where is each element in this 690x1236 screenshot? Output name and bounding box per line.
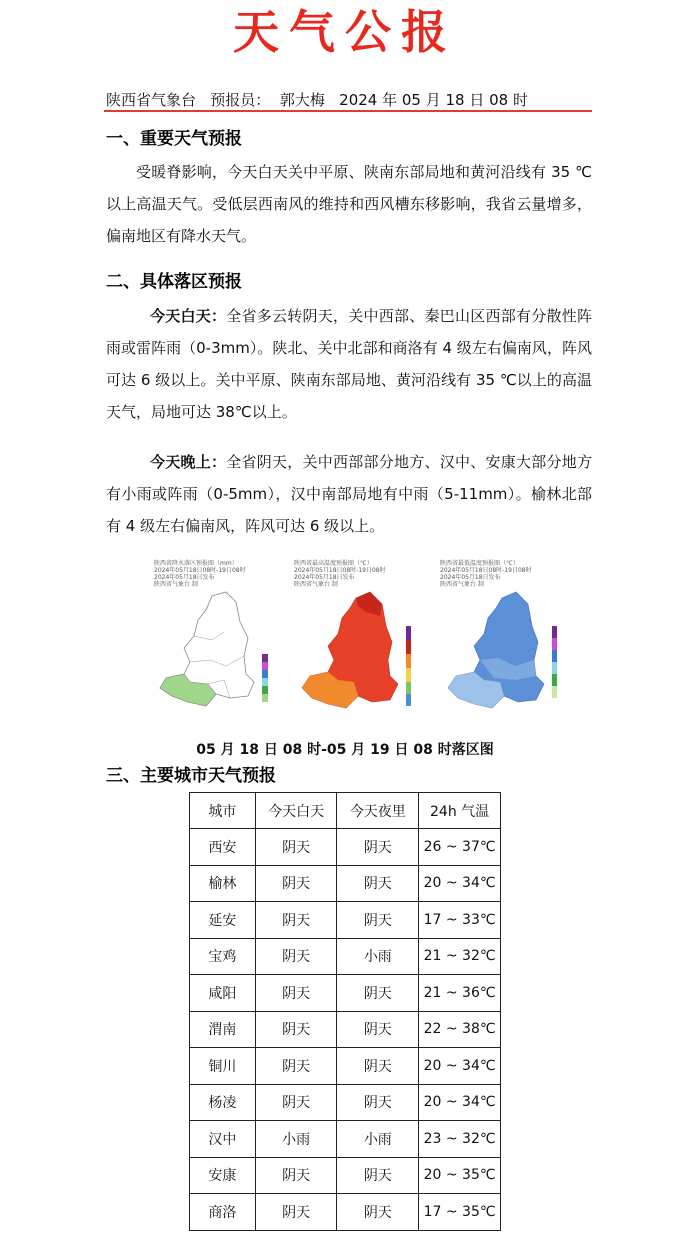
day-weather-cell: 阴天	[255, 829, 337, 866]
temperature-cell: 21 ~ 36℃	[419, 975, 501, 1012]
table-row	[190, 1157, 501, 1194]
temperature-cell: 17 ~ 35℃	[419, 1194, 501, 1231]
table-row	[190, 1084, 501, 1121]
night-weather-cell: 阴天	[337, 975, 419, 1012]
night-weather-cell: 阴天	[337, 1048, 419, 1085]
header-divider	[104, 110, 592, 112]
day-weather-cell: 阴天	[255, 1157, 337, 1194]
table-row	[190, 865, 501, 902]
night-weather-cell: 阴天	[337, 902, 419, 939]
city-cell: 铜川	[190, 1048, 256, 1085]
temperature-cell: 21 ~ 32℃	[419, 938, 501, 975]
temperature-cell: 22 ~ 38℃	[419, 1011, 501, 1048]
table-row	[190, 975, 501, 1012]
temperature-cell: 17 ~ 33℃	[419, 902, 501, 939]
column-header-temperature: 24h 气温	[419, 793, 501, 829]
temperature-cell: 23 ~ 32℃	[419, 1121, 501, 1158]
table-row	[190, 829, 501, 866]
document-title: 天气公报	[233, 5, 457, 59]
temperature-cell: 20 ~ 35℃	[419, 1157, 501, 1194]
precipitation-map-caption: 陕西省降水落区预报图（mm） 2024年05月18日08时-19日08时 2024年05月18日发布 陕西省气象台 制	[154, 560, 246, 588]
table-row	[190, 938, 501, 975]
night-weather-cell: 阴天	[337, 1011, 419, 1048]
city-cell: 咸阳	[190, 975, 256, 1012]
section-heading-cities: 三、主要城市天气预报	[106, 766, 276, 786]
night-weather-cell: 阴天	[337, 1157, 419, 1194]
night-weather-cell: 阴天	[337, 865, 419, 902]
city-cell: 杨凌	[190, 1084, 256, 1121]
night-weather-cell: 小雨	[337, 1121, 419, 1158]
city-forecast-table	[189, 792, 501, 1231]
city-cell: 宝鸡	[190, 938, 256, 975]
max-temperature-map	[290, 556, 422, 724]
night-weather-cell: 阴天	[337, 829, 419, 866]
day-weather-cell: 小雨	[255, 1121, 337, 1158]
city-cell: 安康	[190, 1157, 256, 1194]
day-weather-cell: 阴天	[255, 1048, 337, 1085]
table-row	[190, 1048, 501, 1085]
section-heading-important: 一、重要天气预报	[106, 129, 242, 149]
city-cell: 榆林	[190, 865, 256, 902]
city-cell: 汉中	[190, 1121, 256, 1158]
day-forecast-text: 全省多云转阴天，关中西部、秦巴山区西部有分散性阵雨或雷阵雨（0-3mm）。陕北、关中北部和商洛有 4 级左右偏南风，阵风可达 6 级以上。关中平原、陕南东部局地、黄河沿线有 35 ℃以上的高温天气，局地可达 38℃以上。	[106, 307, 592, 421]
day-weather-cell: 阴天	[255, 1011, 337, 1048]
night-forecast-lead: 今天晚上：	[150, 453, 227, 471]
forecast-maps	[150, 556, 568, 724]
section-heading-area: 二、具体落区预报	[106, 272, 242, 292]
city-cell: 渭南	[190, 1011, 256, 1048]
city-cell: 延安	[190, 902, 256, 939]
temperature-cell: 26 ~ 37℃	[419, 829, 501, 866]
day-weather-cell: 阴天	[255, 975, 337, 1012]
night-weather-cell: 小雨	[337, 938, 419, 975]
precipitation-map	[150, 556, 278, 724]
night-forecast-paragraph	[106, 446, 592, 542]
issuer-line: 陕西省气象台 预报员： 郭大梅 2024 年 05 月 18 日 08 时	[106, 91, 528, 109]
day-forecast-paragraph	[106, 300, 592, 428]
table-row	[190, 1011, 501, 1048]
temperature-cell: 20 ~ 34℃	[419, 1048, 501, 1085]
city-cell: 商洛	[190, 1194, 256, 1231]
table-row	[190, 902, 501, 939]
night-forecast-text: 全省阴天，关中西部部分地方、汉中、安康大部分地方有小雨或阵雨（0-5mm），汉中南部局地有中雨（5-11mm）。榆林北部有 4 级左右偏南风，阵风可达 6 级以上。	[106, 453, 592, 535]
column-header-day: 今天白天	[255, 793, 337, 829]
day-weather-cell: 阴天	[255, 938, 337, 975]
column-header-night: 今天夜里	[337, 793, 419, 829]
min-temperature-map-caption: 陕西省最低温度预报图（℃） 2024年05月18日08时-19日08时 2024年05月18日发布 陕西省气象台 制	[440, 560, 532, 588]
table-header-row	[190, 793, 501, 829]
temperature-cell: 20 ~ 34℃	[419, 865, 501, 902]
min-temperature-map	[436, 556, 568, 724]
city-cell: 西安	[190, 829, 256, 866]
night-weather-cell: 阴天	[337, 1084, 419, 1121]
table-row	[190, 1121, 501, 1158]
day-weather-cell: 阴天	[255, 902, 337, 939]
max-temperature-map-caption: 陕西省最高温度预报图（℃） 2024年05月18日08时-19日08时 2024年05月18日发布 陕西省气象台 制	[294, 560, 386, 588]
day-weather-cell: 阴天	[255, 865, 337, 902]
table-row	[190, 1194, 501, 1231]
column-header-city: 城市	[190, 793, 256, 829]
day-weather-cell: 阴天	[255, 1084, 337, 1121]
temperature-cell: 20 ~ 34℃	[419, 1084, 501, 1121]
day-forecast-lead: 今天白天：	[150, 307, 227, 325]
maps-caption: 05 月 18 日 08 时-05 月 19 日 08 时落区图	[196, 742, 494, 758]
night-weather-cell: 阴天	[337, 1194, 419, 1231]
important-forecast-text: 受暖脊影响，今天白天关中平原、陕南东部局地和黄河沿线有 35 ℃以上高温天气。受低层西南风的维持和西风槽东移影响，我省云量增多，偏南地区有降水天气。	[106, 163, 592, 245]
day-weather-cell: 阴天	[255, 1194, 337, 1231]
